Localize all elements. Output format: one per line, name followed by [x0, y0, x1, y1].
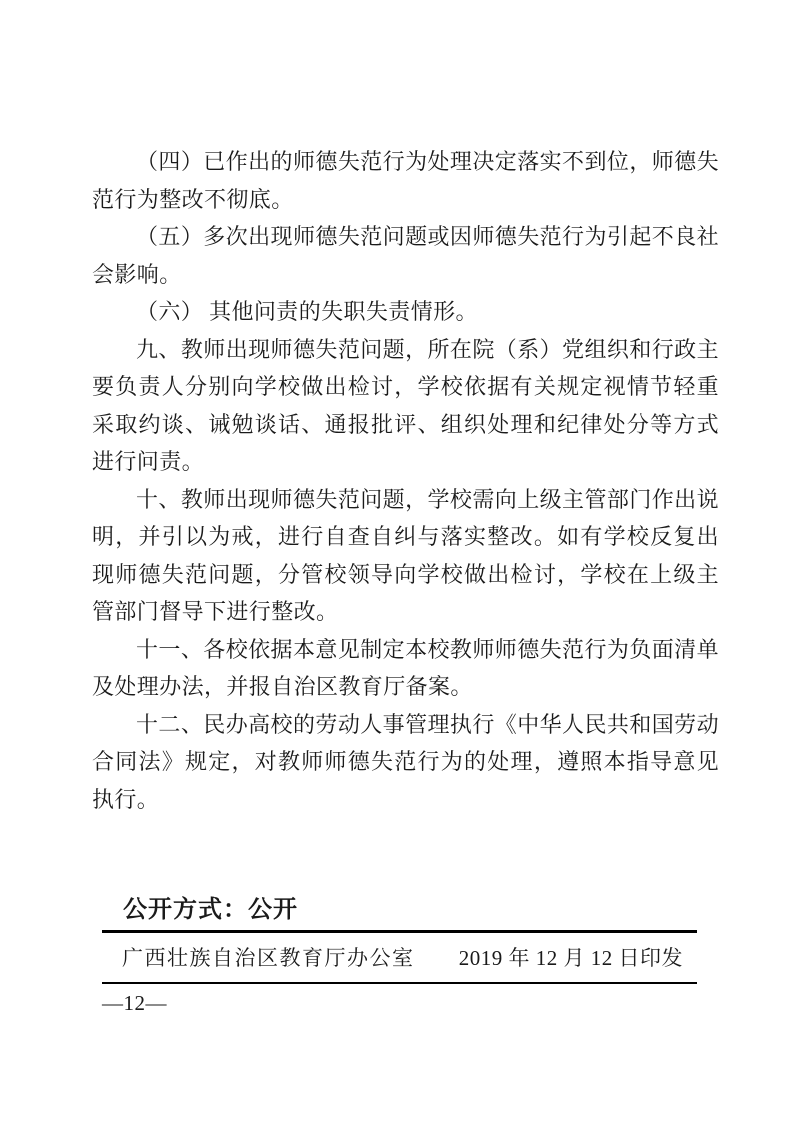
issuing-office-label: 广西壮族自治区教育厅办公室 [122, 946, 415, 970]
page-number: —12— [102, 991, 167, 1015]
body-paragraph: 九、教师出现师德失范问题，所在院（系）党组织和行政主要负责人分别向学校做出检讨，学校依据有关规定视情节轻重采取约谈、诫勉谈话、通报批评、组织处理和纪律处分等方式进行问责。 [92, 336, 719, 474]
body-paragraph: 十、教师出现师德失范问题，学校需向上级主管部门作出说明，并引以为戒，进行自查自纠与落实整改。如有学校反复出现师德失范问题，分管校领导向学校做出检讨，学校在上级主管部门督导下进行整改。 [92, 486, 719, 624]
colophon-block [102, 889, 697, 984]
body-paragraph: （四）已作出的师德失范行为处理决定落实不到位，师德失范行为整改不彻底。 [92, 149, 719, 212]
issuer-row [102, 933, 697, 984]
body-paragraph: （五）多次出现师德失范问题或因师德失范行为引起不良社会影响。 [92, 224, 719, 287]
document-body [92, 143, 719, 818]
body-paragraph: 十二、民办高校的劳动人事管理执行《中华人民共和国劳动合同法》规定，对教师师德失范行为的处理，遵照本指导意见执行。 [92, 711, 719, 812]
publicity-method-label: 公开方式：公开 [102, 889, 697, 933]
print-date-label: 2019 年 12 月 12 日印发 [458, 946, 683, 970]
body-paragraph: （六） 其他问责的失职失责情形。 [136, 299, 478, 324]
body-paragraph: 十一、各校依据本意见制定本校教师师德失范行为负面清单及处理办法，并报自治区教育厅备案。 [92, 636, 719, 699]
